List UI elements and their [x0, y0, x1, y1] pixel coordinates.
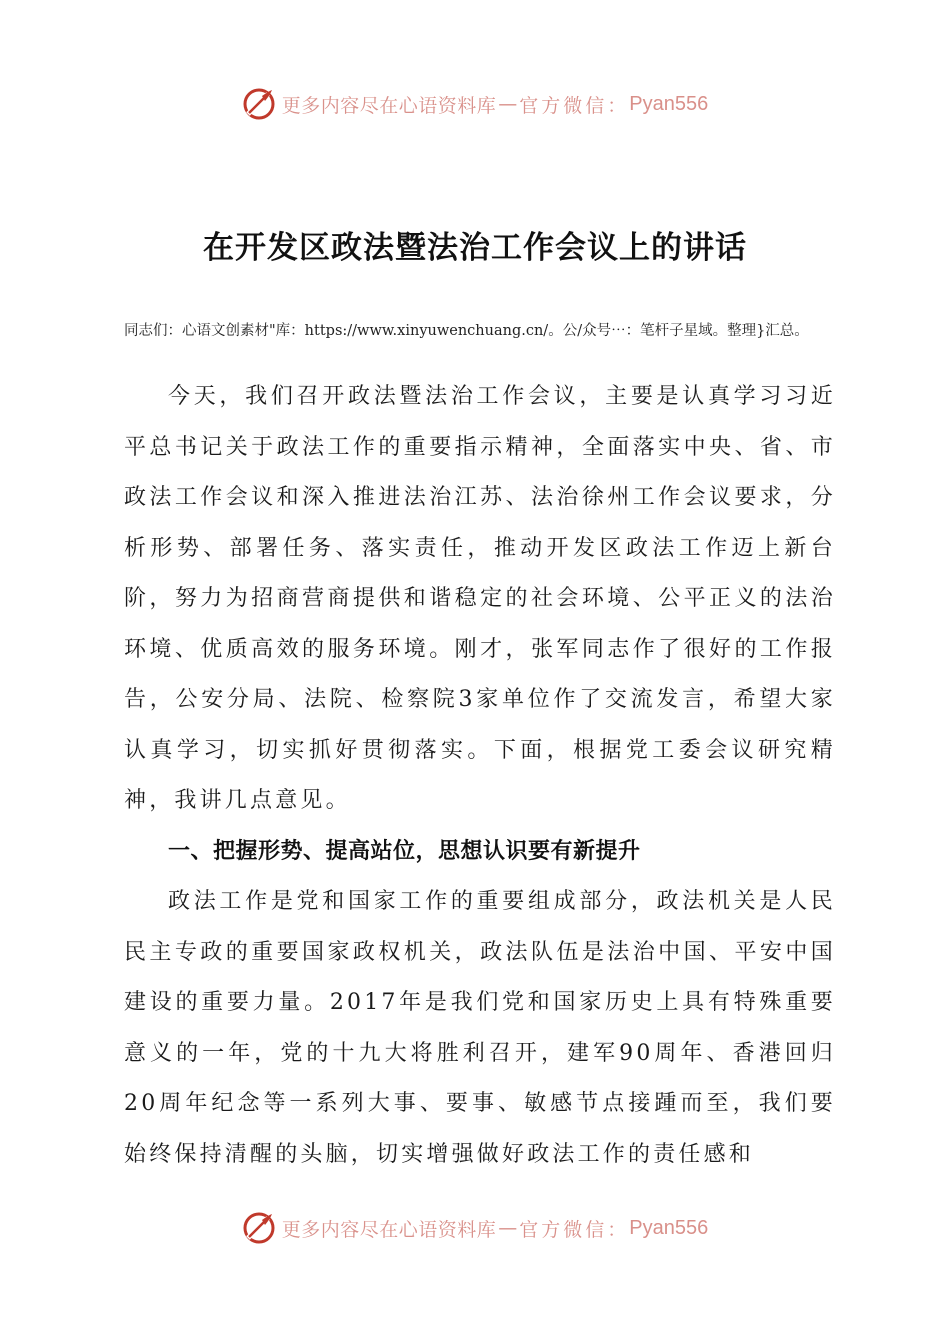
- banner-separator: —: [498, 93, 518, 115]
- footer-banner: [0, 1208, 950, 1248]
- banner-wechat-id: Pyan556: [629, 92, 709, 115]
- banner-wechat-label: 官方微信：: [519, 94, 630, 117]
- section-paragraph: 政法工作是党和国家工作的重要组成部分，政法机关是人民民主专政的重要国家政权机关，政法队伍是法治中国、平安中国建设的重要力量。2017年是我们党和国家历史上具有特殊重要意义的一年，党的十九大将胜利召开，建军90周年、香港回归20周年纪念等一系列大事、要事、敏感节点接踵而至，我们要始终保持清醒的头脑，切实增强做好政法工作的责任感和: [124, 889, 836, 1167]
- document-body: [124, 372, 836, 1180]
- quill-seal-icon: [242, 87, 276, 121]
- banner-text: 更多内容尽在心语资料库: [281, 94, 497, 117]
- body-paragraph: 今天，我们召开政法暨法治工作会议，主要是认真学习习近平总书记关于政法工作的重要指示精神，全面落实中央、省、市政法工作会议和深入推进法治江苏、法治徐州工作会议要求，分析形势、部署任务、落实责任，推动开发区政法工作迈上新台阶，努力为招商营商提供和谐稳定的社会环境、公平正义的法治环境、优质高效的服务环境。刚才，张军同志作了很好的工作报告，公安分局、法院、检察院3家单位作了交流发言，希望大家认真学习，切实抓好贯彻落实。下面，根据党工委会议研究精神，我讲几点意见。: [124, 384, 836, 813]
- banner-text: 更多内容尽在心语资料库: [281, 1218, 497, 1241]
- document-title: 在开发区政法暨法治工作会议上的讲话: [203, 230, 747, 266]
- banner-separator: —: [498, 1217, 518, 1239]
- quill-seal-icon: [242, 1211, 276, 1245]
- source-line: 同志们：心语文创素材"库：https://www.xinyuwenchuang.cn/。公/众号⋯：笔杆子星域。整理}汇总。: [124, 323, 809, 339]
- header-banner: [0, 84, 950, 124]
- banner-wechat-id: Pyan556: [629, 1216, 709, 1239]
- section-heading: 一、把握形势、提高站位，思想认识要有新提升: [168, 838, 641, 864]
- banner-wechat-label: 官方微信：: [519, 1218, 630, 1241]
